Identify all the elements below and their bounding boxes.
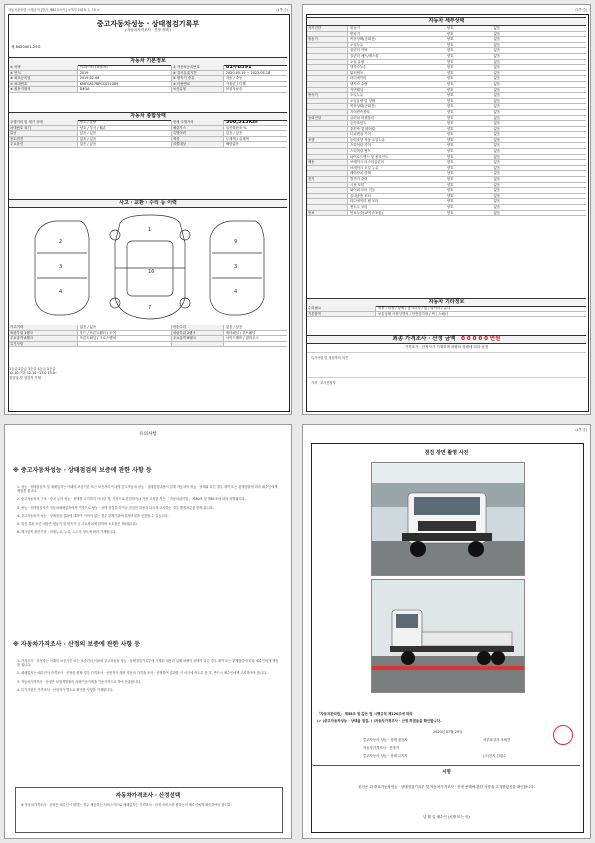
detail-group-label [307, 132, 348, 137]
row-label-2: 리콜대상 [171, 142, 224, 147]
notice-paragraph: 5. 점검 결과 보증 대상은 원동기 및 변속기 등 주요장치에 한하며 소모품은 제외됩니다. [17, 522, 138, 527]
price-warranty-section-title: ※ 자동차가격조사 · 산정의 보증에 관한 사항 등 [13, 641, 141, 648]
detail-item-status: 양호 [446, 115, 454, 120]
detail-item-status: 양호 [446, 137, 454, 142]
law-statement-1: 「자동차관리법」 제58조 및 같은 법 시행규칙 제120조에 따라 [317, 712, 413, 716]
row-label-2: 특별이력 [171, 131, 224, 136]
detail-item-name: 워터펌프 [350, 70, 364, 75]
detail-item-leak: 없음 [493, 199, 501, 204]
detail-item-status: 양호 [446, 65, 454, 70]
row-label-2: ④ 검사유효기간 [171, 71, 224, 76]
page-number: (1쪽 중) [276, 8, 288, 12]
detail-item-name: 커먼레일 [350, 87, 364, 92]
detail-item-status: 양호 [446, 182, 454, 187]
detail-item-leak: 없음 [493, 42, 501, 47]
detail-group-label [307, 188, 348, 193]
row-value: 2019-02-08 [79, 76, 100, 81]
warranty-section-text [17, 485, 281, 538]
detail-group-label: 원동기 [307, 37, 348, 42]
detail-group-label [307, 127, 348, 132]
page-4-photos-signatures [302, 424, 591, 839]
detail-item-leak: 없음 [493, 137, 501, 142]
accident-row [9, 342, 287, 348]
truck-front-photo [371, 462, 525, 576]
truck-side-photo [371, 579, 525, 693]
divider [307, 377, 586, 378]
price-heading [307, 335, 586, 344]
detail-item-leak: 없음 [493, 132, 501, 137]
detail-item-status: 양호 [446, 31, 454, 36]
detail-item-leak: 없음 [493, 65, 501, 70]
signer-name: (주)진지 김광수 [483, 754, 507, 758]
law-statement-2: (✔ )중고자동차성능 · 상태를 점검, ( )자동차가격조사 · 산정 하였음을 확인합니다. [317, 719, 442, 723]
row-value-2 [224, 342, 287, 347]
row-label: 튜닝 [9, 131, 78, 136]
detail-item-name: 연료누출(LP가스포함) [350, 210, 383, 215]
row-label: 주요골격 A랭크 [9, 336, 78, 341]
detail-item-leak: 없음 [493, 37, 501, 42]
page-2-detail-status [302, 4, 591, 415]
row-label: 특기사항 [9, 342, 78, 347]
detail-item-status: 양호 [446, 149, 454, 154]
form-title: 중고자동차성능 · 상태점검기록부 [96, 20, 200, 28]
signer-name: 서부화강자 조세현 [483, 738, 511, 742]
detail-item-leak: 없음 [493, 93, 501, 98]
detail-item-name: 작동상태(공회전) [350, 104, 376, 109]
detail-item-name: 클러치 어셈블리 [350, 115, 375, 120]
notice-paragraph: 4. 중고자동차의 성능 · 상태점검 결과에 대하여 이의가 있는 경우 관계기관에 분쟁조정을 신청할 수 있습니다. [17, 513, 169, 518]
row-label-2: 주요골격 B랭크 [171, 336, 224, 341]
detail-item-leak: 없음 [493, 81, 501, 86]
detail-item-name: 오일유량 및 상태 [350, 98, 376, 103]
row-value-2: 없음 / 있음 [225, 131, 243, 136]
row-label: ③ 연식 [9, 71, 78, 76]
detail-item-leak: 없음 [493, 205, 501, 209]
photo-title: 점검 장면 촬영 사진 [424, 450, 469, 456]
special-notes-label: 특기사항 및 점검자의 의견 [311, 356, 348, 360]
row-label: ① 차명 [9, 65, 78, 70]
detail-item-name: 오일 유량 [350, 59, 365, 64]
detail-group-label [307, 82, 348, 87]
row-label-2 [171, 342, 224, 347]
row-value-2: 300,513Km [225, 120, 258, 125]
row-value-2: 없음 / 있음 [225, 325, 243, 329]
detail-group-label [307, 88, 348, 93]
detail-item-name: 냉각수누수 [350, 65, 367, 70]
row-value-2: 2020-05-19 ~ 2022-05-18 [225, 70, 271, 75]
detail-group-label [307, 54, 348, 59]
detail-item-name: 냉각수 수량 [350, 81, 368, 86]
detail-group-label [307, 32, 348, 37]
detail-item-name: 등속조인트 [350, 121, 367, 126]
inspection-date: 2020년 07월 29일 [433, 730, 463, 734]
price-assessor-label: 가격 · 조사산정자 [311, 381, 336, 385]
detail-group-label [307, 99, 348, 104]
row-label-2: 외판부위 2랭크 [171, 331, 224, 336]
row-value: 없음 / 있음 [79, 142, 97, 147]
detail-item-status: 양호 [446, 193, 454, 198]
detail-item-name: 실린더 커버 [350, 48, 368, 53]
row-value: 없음 / 있음 [79, 131, 97, 136]
detail-item-name: 시동 모터 [350, 182, 365, 187]
detail-item-leak: 없음 [493, 171, 501, 176]
detail-item-leak: 없음 [493, 87, 501, 92]
detail-group-label [307, 149, 348, 154]
buyer-signature-line: 년 월 일 매수인 (서명 또는 인) [423, 815, 470, 819]
detail-item-status: 양호 [446, 154, 454, 159]
detail-group-label [307, 71, 348, 76]
price-value: 0 0 0 0 0 만원 [461, 336, 501, 342]
summary-table [9, 120, 287, 148]
price-warranty-section-text [17, 659, 281, 696]
signer-role: 자동차가격조사 · 산정자 [363, 746, 399, 750]
row-label-2: ② 자동차등록번호 [171, 65, 224, 70]
row-value: 양호 / 불량 [79, 120, 97, 124]
detail-item-status: 양호 [446, 205, 454, 209]
row-value-2: 무채색 / 유채색 [225, 136, 249, 141]
svg-text:16: 16 [148, 269, 155, 275]
notice-paragraph: 4. 특기사항은 가격조사 · 산정자가 별도로 확인한 사항을 기재합니다. [17, 687, 114, 692]
other-info-row [307, 312, 586, 318]
detail-item-status: 양호 [446, 210, 454, 215]
row-label: 용도변경 [9, 137, 78, 142]
detail-group-label [307, 48, 348, 53]
summary-heading: 자동차 종합상태 [9, 112, 287, 121]
detail-item-name: 실린더 헤드/개스킷 [350, 53, 379, 58]
notice-paragraph: 2. 매매업자는 매수인이 가격조사 · 산정을 원할 경우 가격조사 · 산정자가 해당 자동차 가격을 조사 · 산정하여 결과를 이 서식에 적도록 한 후, 반드시 매수인에게 고지하여야 합니다. [17, 671, 267, 676]
detail-item-leak: 없음 [493, 143, 501, 148]
detail-item-status: 양호 [446, 42, 454, 47]
row-value-2: 81부8591 [225, 65, 252, 70]
detail-item-name: 스티어링 펌프 [350, 149, 371, 154]
detail-item-leak: 없음 [493, 115, 501, 120]
price-selection-text: ※ 자동차가격조사 · 산정은 매수인이 원하는 경우 제공하는 서비스이므로 매매업자는 가격조사 · 산정 서비스를 원하는지 매수인에게 확인하여야 합니다. [21, 803, 232, 807]
row-label: ⑤ 최초등록일 [9, 76, 78, 81]
row-value [78, 342, 171, 347]
row-value-2: 해당없음 [225, 142, 239, 147]
row-label: 수리필요 [307, 306, 376, 311]
detail-group-label: 조향 [307, 138, 348, 143]
detail-item-name: 라디에이터 [350, 76, 367, 81]
detail-item-status: 양호 [446, 160, 454, 165]
notice-paragraph: 3. 성능 · 상태점검자가 자동차매매업자에게 거짓으로 성능 · 상태 점검을 하거나 점검한 내용과 다르게 고지하는 경우 행정처분을 받게 됩니다. [17, 505, 214, 510]
detail-item-leak: 없음 [493, 59, 501, 64]
detail-item-status: 양호 [446, 132, 454, 137]
price-selection-title: 자동차가격조사 · 산정선택 [115, 793, 181, 799]
row-value-2: 가솔린 / 디젤 [225, 81, 246, 86]
detail-item-name: 변속기 [350, 31, 360, 36]
detail-item-name: 오일누유 [350, 42, 364, 47]
svg-text:3: 3 [59, 264, 63, 270]
document-number: 제 8420001-29호 [11, 45, 41, 49]
row-label-2: 배출가스 [171, 126, 224, 131]
detail-group-label: 제동 [307, 160, 348, 165]
row-label: ⑦ 차대번호 [9, 82, 78, 87]
row-value: 양호 / 부식 / 훼손 [79, 125, 106, 130]
detail-item-status: 양호 [446, 199, 454, 204]
detail-group-label: 전기 [307, 177, 348, 182]
detail-item-name: 윈도우 모터 [350, 205, 368, 209]
detail-item-status: 양호 [446, 59, 454, 64]
row-value-2: 자동 / 수동 [225, 76, 243, 81]
detail-group-label [307, 171, 348, 176]
svg-text:3: 3 [234, 264, 238, 270]
row-label-2: 단순수리 [171, 325, 224, 330]
detail-item-leak: 없음 [493, 70, 501, 75]
divider [313, 765, 580, 766]
row-value: 2019 [79, 70, 89, 75]
row-label: 외판부위 1랭크 [9, 331, 78, 336]
detail-item-status: 양호 [446, 37, 454, 42]
row-label: 주요옵션 [9, 142, 78, 147]
page-3-notices [4, 424, 292, 839]
other-info-table [307, 306, 586, 317]
detail-item-leak: 없음 [493, 31, 501, 36]
row-value: 없음 / 있음 [79, 325, 97, 329]
detail-item-status: 양호 [446, 93, 454, 98]
detail-item-leak: 없음 [493, 26, 501, 30]
detail-item-status: 양호 [446, 121, 454, 126]
detail-item-leak: 없음 [493, 149, 501, 154]
footnote-line: 1등급 2등급 3등급 4등급 5등급 [9, 367, 56, 371]
notices-header: 유의사항 [139, 432, 157, 437]
detail-item-status: 양호 [446, 48, 454, 53]
row-value: 외장 / 내장 / 광택 / 룸크리닝 / 휠 / 타이어 / 유리 [377, 306, 451, 310]
row-value-2: 사이드멤버 / 휠하우스 [225, 336, 259, 341]
detail-group-label [307, 110, 348, 115]
detail-group-label: 자기진단 [307, 26, 348, 31]
signature-statement: 본인은 위 중고자동차성능 · 상태점검기록부 및 자동차가격조사 · 산정 선택에 관한 사항을 고지받았음을 확인합니다. [358, 785, 535, 789]
detail-item-name: 타이로드엔드 및 볼조인트 [350, 154, 389, 159]
row-value: 없음 / 있음 [79, 136, 97, 141]
row-label-2: ⑥ 변속기 종류 [171, 76, 224, 81]
detail-item-status: 양호 [446, 70, 454, 75]
detail-item-leak: 없음 [493, 53, 501, 58]
notice-paragraph: 3. 자동차가격조사 · 산정은 보험개발원의 차량기준가액을 기준가격으로 하여 산출합니다. [17, 679, 142, 684]
detail-item-leak: 없음 [493, 160, 501, 165]
detail-heading: 자동차 세부상태 [307, 17, 586, 26]
row-value: 프론트패널 / 크로스멤버 [79, 336, 116, 341]
detail-item-status: 양호 [446, 53, 454, 58]
detail-item-name: 작동상태(공회전) [350, 37, 376, 42]
detail-item-status: 양호 [446, 126, 454, 131]
svg-text:4: 4 [59, 289, 63, 295]
svg-text:2: 2 [59, 239, 63, 245]
row-value-2: 일산화탄소 % [225, 125, 247, 130]
detail-group-label: 동력전달 [307, 116, 348, 121]
detail-item-status: 양호 [446, 104, 454, 109]
row-value: 보유상태 사용설명서 / 안전삼각대 / 잭 / 스패너 [377, 311, 448, 316]
row-label: ⑨ 원동기형식 [9, 87, 78, 92]
footnote-line: 점검일 및 점검자 기재 [9, 375, 41, 380]
detail-group-label [307, 104, 348, 109]
divider [307, 352, 586, 353]
detail-item-name: 배력장치 상태 [350, 171, 371, 176]
detail-group-label [307, 205, 348, 210]
detail-item-name: 추진축 및 베어링 [350, 126, 376, 131]
detail-group-label [307, 65, 348, 70]
detail-item-status: 양호 [446, 76, 454, 81]
row-value-2: 보험사보증 [225, 87, 243, 92]
page-1-inspection-record [4, 4, 292, 415]
detail-item-name: 오일누유 [350, 93, 364, 98]
basic-info-heading: 자동차 기본정보 [9, 57, 287, 66]
detail-item-name: 발전기 출력 [350, 177, 368, 182]
svg-text:1: 1 [148, 227, 152, 233]
row-label: 사고이력 [9, 325, 78, 330]
detail-group-label [307, 143, 348, 148]
detail-item-name: 와이퍼 모터 기능 [350, 188, 376, 193]
detail-group-label: 변속기 [307, 93, 348, 98]
notice-paragraph: 2. 중고자동차의 구조 · 장치 등의 성능 · 상태를 고지하지 아니한 자, 거짓으로 점검하거나 거짓 고지한 자는 「자동차관리법」 제80조 및 제81조에 따라 처벌됩니다. [17, 497, 246, 502]
detail-item-leak: 없음 [493, 177, 501, 182]
detail-group-label [307, 155, 348, 160]
emission-footnotes [9, 367, 287, 380]
svg-text:7: 7 [148, 305, 152, 311]
svg-text:4: 4 [234, 289, 238, 295]
official-seal-stamp [553, 725, 573, 745]
page-number: (4쪽 중) [575, 428, 587, 432]
detail-item-leak: 없음 [493, 104, 501, 109]
detail-item-name: 원동기 [350, 26, 360, 30]
detail-group-label [307, 166, 348, 171]
detail-item-leak: 없음 [493, 109, 501, 114]
basic-info-table [9, 65, 287, 93]
detail-table [307, 26, 586, 216]
row-label: 주행거리 및 계기 상태 [9, 120, 78, 125]
row-label-2: ⑧ 사용연료 [171, 82, 224, 87]
row-value-2: 쿼터패널 / 루프패널 [225, 330, 256, 335]
row-label: 기본품목 [307, 312, 376, 317]
detail-item-name: 라디에이터 팬 모터 [350, 199, 379, 204]
car-body-diagram [25, 213, 273, 323]
detail-item-status: 양호 [446, 171, 454, 176]
detail-item-leak: 없음 [493, 188, 501, 193]
detail-group-label [307, 60, 348, 65]
form-legal-reference: 자동차관리법 시행규칙 [별지 제82호서식] <개정 2019. 1. 15.> [8, 8, 100, 12]
svg-text:9: 9 [234, 239, 238, 245]
detail-group-label [307, 43, 348, 48]
detail-item-leak: 없음 [493, 182, 501, 187]
detail-item-status: 양호 [446, 188, 454, 193]
detail-group-label: 연료 [307, 211, 348, 216]
summary-row [9, 142, 287, 148]
signer-role: 중고자동차 성능 · 상태 점검자 [363, 738, 408, 742]
detail-item-status: 양호 [446, 26, 454, 30]
row-value: KMFGA17BPCC021089 [79, 81, 119, 86]
detail-item-name: 실내송풍 모터 [350, 193, 371, 198]
detail-item-leak: 없음 [493, 165, 501, 170]
detail-item-leak: 없음 [493, 193, 501, 198]
other-info-heading: 자동차 기타정보 [307, 298, 586, 307]
row-label-2: 현재 주행거리 [171, 120, 224, 125]
detail-item-leak: 없음 [493, 98, 501, 103]
detail-item-name: 디피렌셜 기어 [350, 132, 371, 137]
price-note: 가격조사 · 산정자가 기재하며 차량의 상태에 따라 산정 [404, 345, 489, 349]
detail-item-name: 브레이크 오일 누유 [350, 165, 379, 170]
detail-item-status: 양호 [446, 143, 454, 148]
detail-item-leak: 없음 [493, 210, 501, 215]
detail-item-status: 양호 [446, 165, 454, 170]
price-title: 최종 가격조사 · 산정 금액 [392, 336, 456, 342]
signature-section-title: 서명 [442, 770, 451, 775]
detail-item-name: 기어변속장치 [350, 109, 370, 114]
detail-item-leak: 없음 [493, 76, 501, 81]
detail-item-leak: 없음 [493, 154, 501, 159]
notice-paragraph: 6. 체크항목 판단기준 : 미세누유, 누유, 누수의 정도에 따라 기재합니다. [17, 530, 117, 535]
detail-item-name: 스티어링 기어 [350, 143, 371, 148]
detail-item-leak: 없음 [493, 126, 501, 131]
signer-role: 중고자동차 성능 · 상태 고지자 [363, 754, 408, 758]
detail-item-status: 양호 [446, 177, 454, 182]
detail-group-label [307, 199, 348, 204]
detail-item-name: 동력조향 작동 오일누유 [350, 137, 385, 142]
detail-group-label [307, 183, 348, 188]
warranty-section-title: ※ 중고자동차성능 · 상태점검의 보증에 관한 사항 등 [13, 467, 152, 474]
row-value: 이-마이티 (화물차) [79, 65, 108, 69]
detail-item-status: 양호 [446, 81, 454, 86]
row-label-2: 색상 [171, 137, 224, 142]
basic-info-row [9, 87, 287, 93]
detail-item-name: 브레이크 마스터실린더 [350, 160, 384, 165]
form-subtitle: ( 자동차가격조사 · 산정 선택 ) [124, 28, 172, 32]
detail-item-leak: 없음 [493, 48, 501, 53]
detail-group-label [307, 76, 348, 81]
footnote-line: 12.10 이하 12.10~13.0 13.0~ [9, 371, 58, 376]
detail-item-status: 양호 [446, 109, 454, 114]
row-value: 후드 / 프론트휀더 / 도어 [79, 330, 116, 335]
detail-item-row [307, 211, 586, 217]
detail-item-status: 양호 [446, 98, 454, 103]
row-label: 차대번호 표기 [9, 126, 78, 131]
detail-item-leak: 없음 [493, 121, 501, 126]
row-label-2: 보증유형 [171, 87, 224, 92]
accident-heading: 사고 · 교환 · 수리 등 이력 [9, 199, 287, 208]
notice-paragraph: 1. 성능 · 상태점검자 및 매매업자는 아래의 보증기간 또는 보증거리 이내에 중고자동차 성능 · 상태점검내용이 실제 자동차의 성능 · 상태와 다른 경우 계약 또는 관계법령에 따라 매수인에게 책임을 집니다. [17, 485, 278, 494]
accident-table [9, 325, 287, 347]
page-number: (2쪽 중) [575, 8, 587, 12]
detail-group-label [307, 121, 348, 126]
detail-group-label [307, 194, 348, 199]
row-value: D4GA [79, 87, 90, 92]
notice-paragraph: 1. 가격조사 · 산정자는 아래의 보증기간 또는 보증거리 이내에 중고자동차 성능 · 상태점검기록부에 기재된 내용과 실제 차량의 상태가 다른 경우 계약 또는 관계법령에 따라 매수인에게 책임을 집니다. [17, 659, 279, 668]
detail-item-status: 양호 [446, 87, 454, 92]
